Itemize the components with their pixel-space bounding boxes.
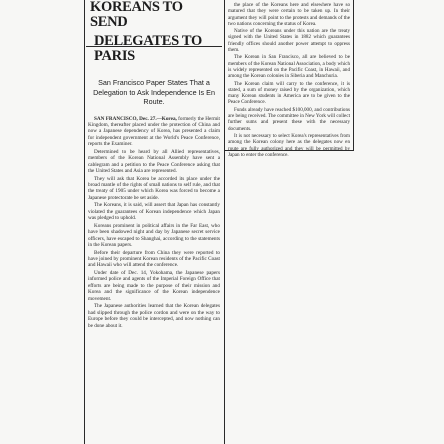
article-paragraph-2: Determined to be heard by all Allied representatives, members of the Korean National Assembly have sent a cablegram and a petition to the Peace Conference asking that the United States and Asia are represented. [88,148,220,175]
article-paragraph-4: The Koreans, it is said, will assert that Japan has constantly violated the guarantees of Korean independence which Japan was pledged to uphold. [88,202,220,222]
sidebar-paragraph-3: The Korean in San Francisco, all are believed to be members of the Korean National Association, a body which is widely represented on the Pacific Coast, in Hawaii, and among the Korean colonies in Siberia and Manchuria. [228,54,350,80]
article-paragraph-8: The Japanese authorities learned that the Korean delegates had slipped through the police cordon and were on the way to Europe before they could be intercepted, and now nothing can be done about it. [88,303,220,329]
article-dateline: SAN FRANCISCO, Dec. 27.—Korea, [94,115,177,122]
sidebar-body [226,2,352,158]
center-column-rule [224,0,225,444]
article-deck: San Francisco Paper States That a Delegation to Ask Independence Is En Route. [93,78,215,106]
sidebar-paragraph-6: It is not necessary to select Korea's representatives from among the Korean colony here as the delegates now en route are fully authorized and they will be permitted by Japan to enter the conference. [228,132,350,158]
sidebar-paragraph-2: Native of the Koreans under this nation are the treaty signed with the United States in 1882 which guarantees friendly offices should another power attempt to oppress them. [228,28,350,54]
sidebar-paragraph-4: The Korean claim will carry to the conference, it is stated, a sum of money raised by the organization, which many Korean students in America are to be given to the Peace Conference. [228,80,350,106]
article-paragraph-5: Koreans prominent in political affairs in the Far East, who have been shadowed night and day by Japanese secret service officers, have escaped to Shanghai, according to the statements in the Korean papers. [88,222,220,249]
article-paragraph-7: Under date of Dec. 14, Yokohama, the Japanese papers informed police and agents of the Imperial Foreign Office that efforts are being made to the purpose of their mission and Korea and the significance of the Korean independence movement. [88,269,220,302]
article-paragraph-3: They will ask that Korea be accorded its place under the broad mantle of the rights of small nations to self rule, and that the treaty of 1905 under which Korea was forced to become a Japanese protectorate be set aside. [88,175,220,201]
sidebar-article [226,0,352,158]
article-paragraph-1: formerly the Hermit Kingdom, thereafter placed under the protection of China and now a Japanese dependency of Korea, has presented a claim for independent government at the World's Peace Conference, reports the Examiner. [88,115,220,148]
left-column-rule [84,0,85,444]
sidebar-paragraph-5: Funds already have reached $100,000, and contributions are being received. The committee in New York will collect further sums and present these with the necessary documents. [228,106,350,132]
headline-line-1: KOREANS TO SEND [90,0,183,30]
right-column-rule [353,0,354,150]
main-article [86,0,222,444]
article-paragraph-6: Before their departure from China they were reported to have joined by prominent Korean residents of the Pacific Coast and Hawaii who will attend the conference. [88,249,220,269]
article-body [86,116,222,330]
sidebar-paragraph-1: the place of the Koreans here and elsewhere have so matured that they were certain to be taken up. In their argument they will point to the protests and demands of the two nations concerning the status of Korea. [228,2,350,27]
headline-line-2: DELEGATES TO PARIS [94,33,203,64]
